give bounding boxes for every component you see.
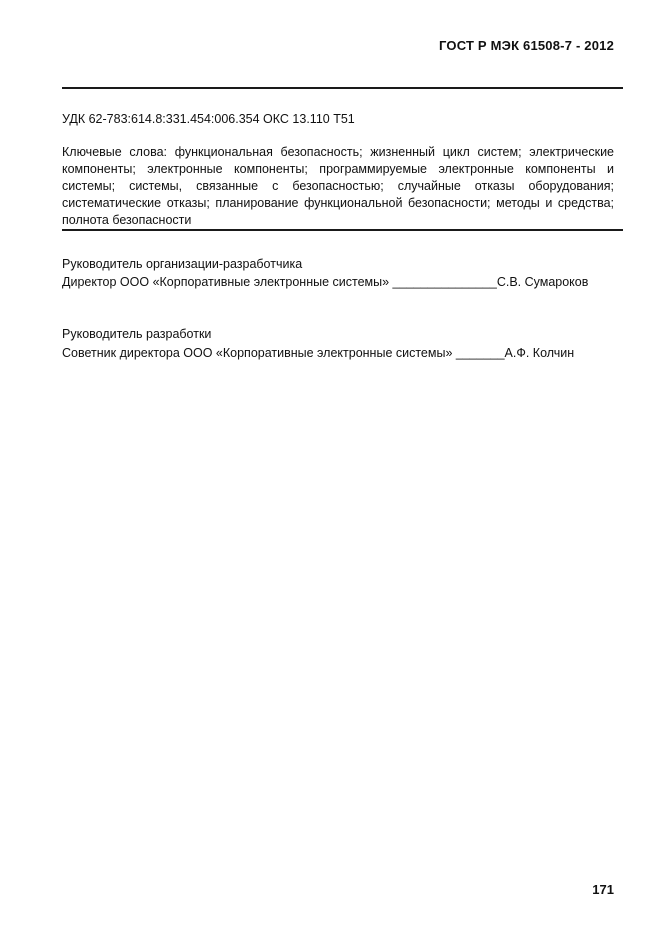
signature-1-role: Руководитель организации-разработчика <box>62 257 303 271</box>
top-divider <box>62 87 623 89</box>
document-header-code: ГОСТ Р МЭК 61508-7 - 2012 <box>438 38 614 53</box>
bottom-divider <box>62 229 623 231</box>
udk-classification: УДК 62-783:614.8:331.454:006.354 ОКС 13.110 Т51 <box>62 112 355 126</box>
page-number: 171 <box>592 882 614 897</box>
keywords-paragraph: Ключевые слова: функциональная безопасность; жизненный цикл систем; электрические компоненты; электронные компоненты; программируемые электронные компоненты и системы; системы, связанные с безопасностью; случайные отказы оборудования; систематические отказы; планирование функциональной безопасности; методы и средства; полнота безопасности <box>62 145 614 227</box>
signature-2-role: Руководитель разработки <box>62 327 212 341</box>
signature-2-line: Советник директора ООО «Корпоративные электронные системы» _______А.Ф. Колчин <box>62 346 575 360</box>
signature-1-line: Директор ООО «Корпоративные электронные системы» _______________С.В. Сумароков <box>62 275 589 289</box>
